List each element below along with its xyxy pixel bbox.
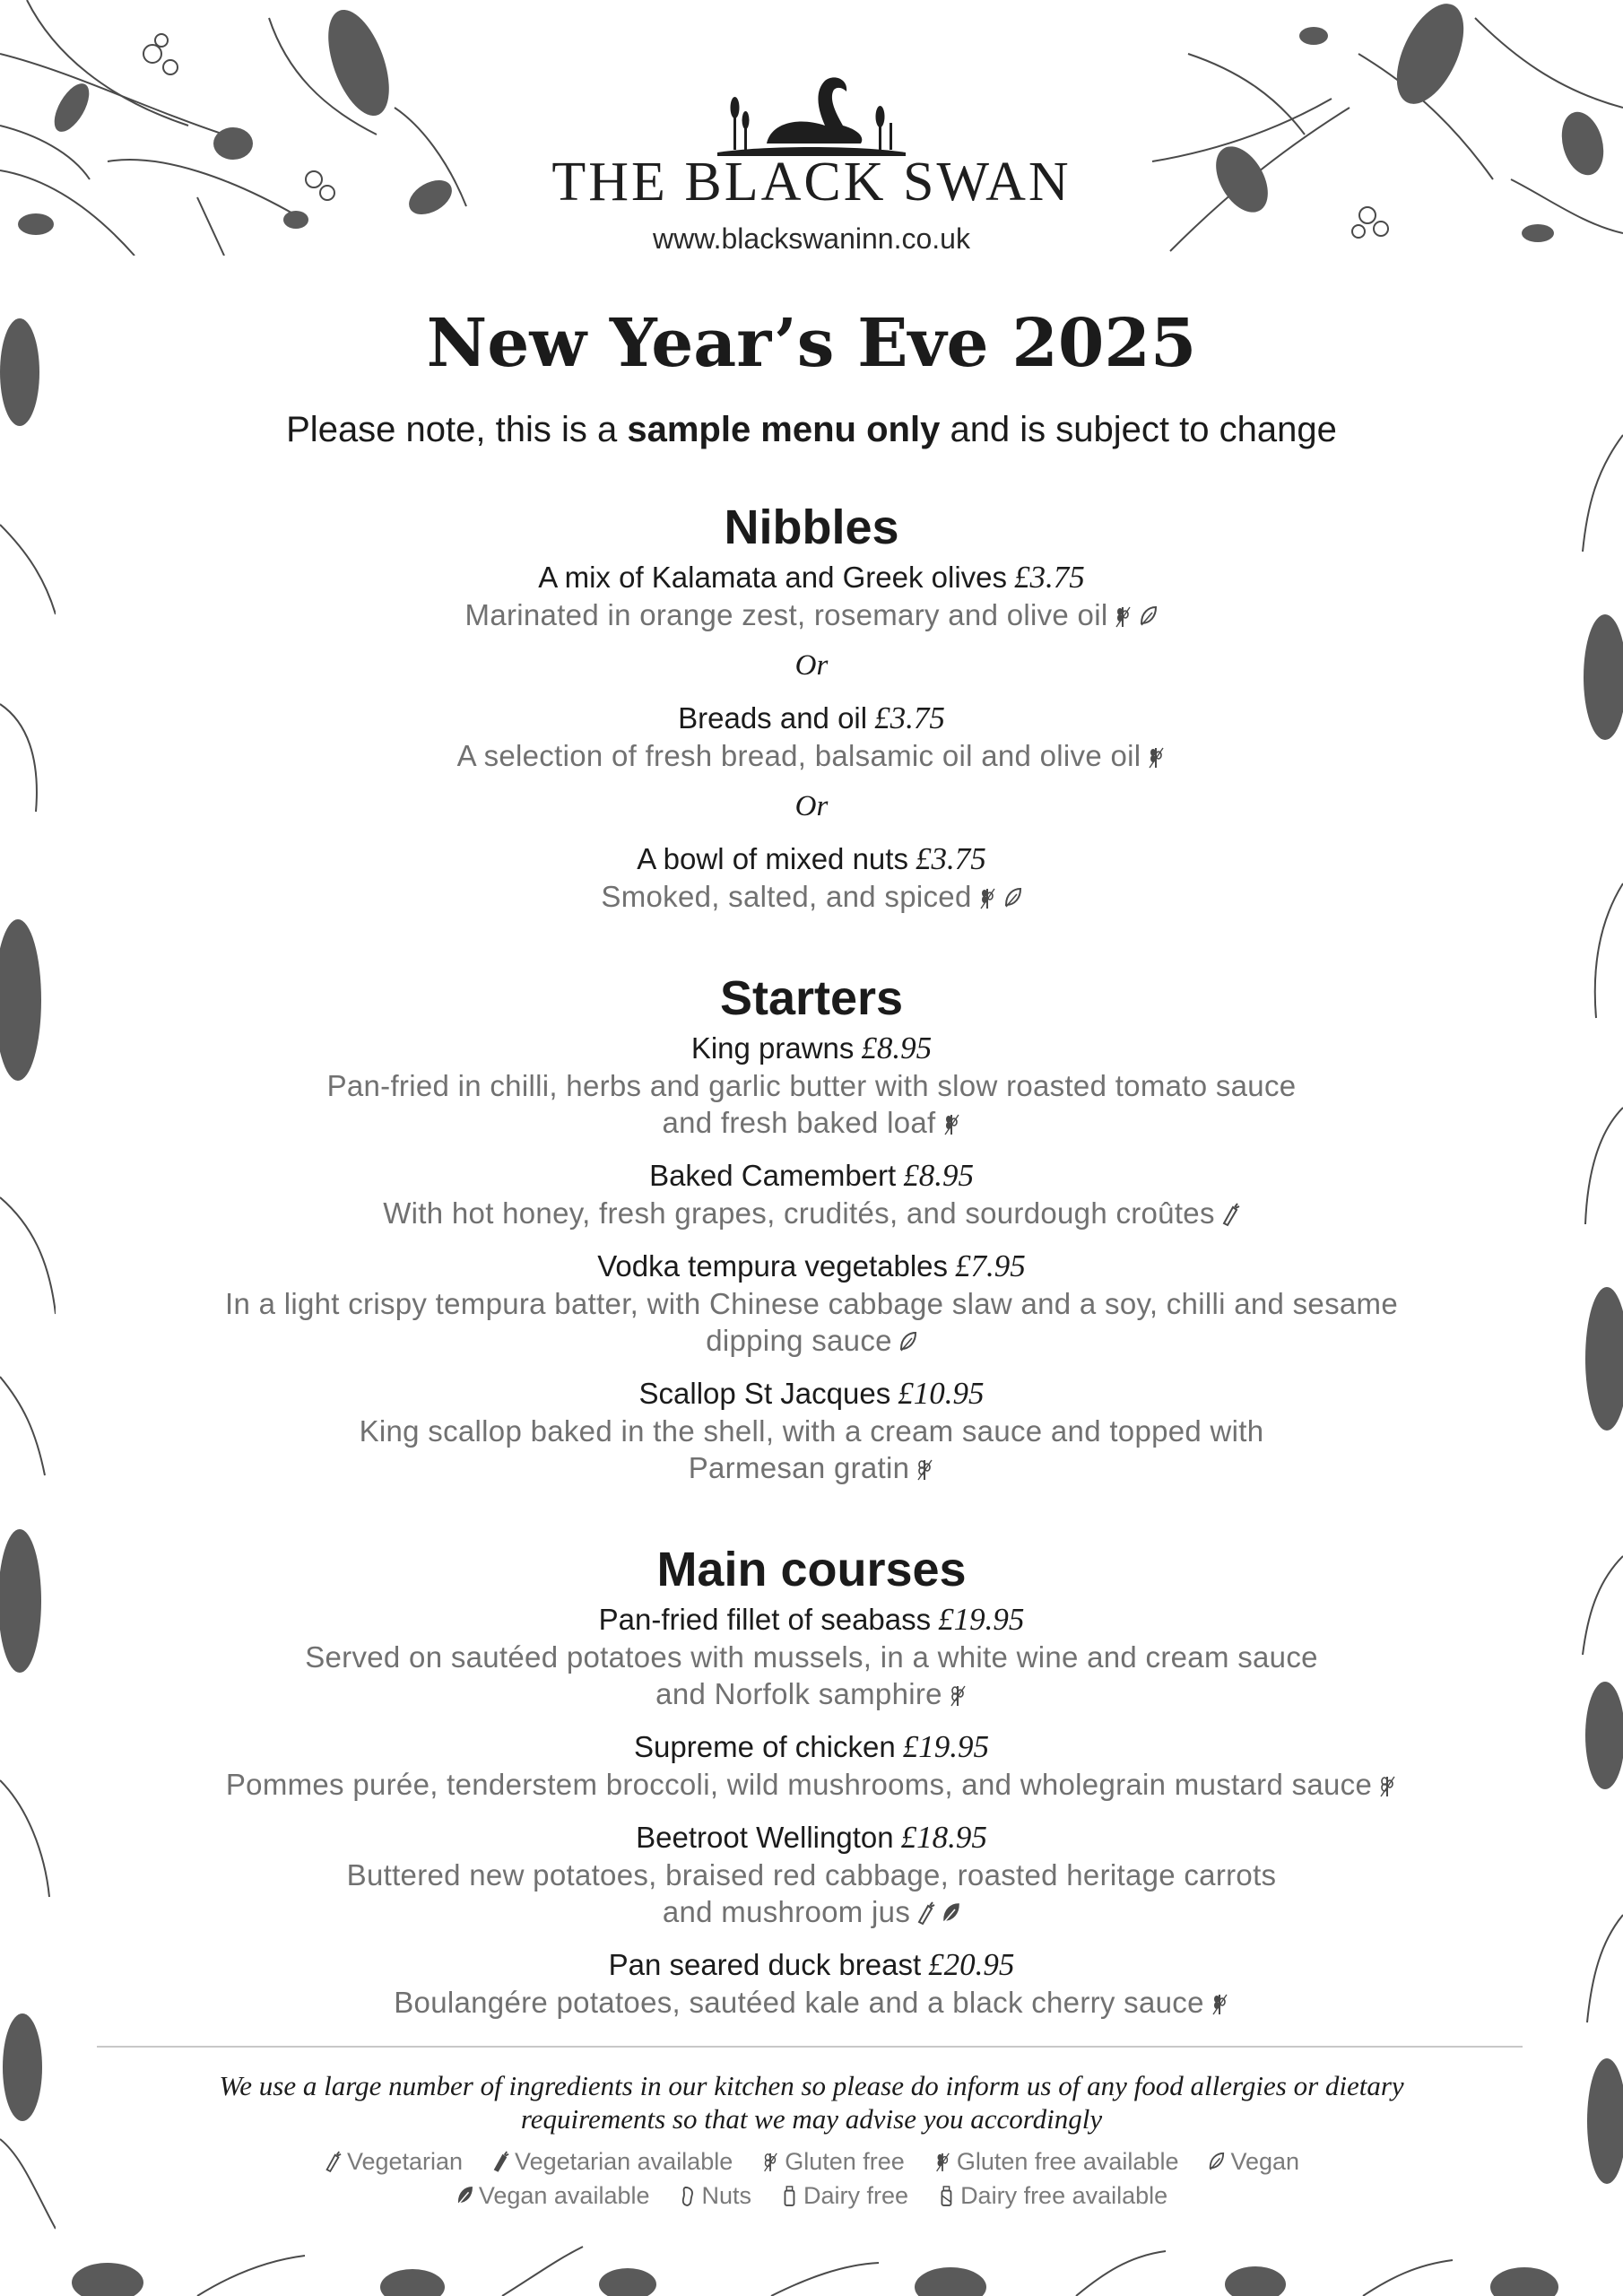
- legend-item-gluten-free: [761, 2145, 905, 2178]
- page-title: New Year’s Eve 2025: [426, 305, 1197, 382]
- menu-item-description: [90, 1893, 1533, 1930]
- legend-item-vegan-available: [456, 2179, 650, 2212]
- description-text: dipping sauce: [706, 1324, 892, 1357]
- menu-item-description: [90, 737, 1533, 774]
- menu-item: [90, 1946, 1533, 2021]
- menu-item-description: [90, 1285, 1533, 1322]
- legend-label: Vegetarian available: [515, 2148, 733, 2175]
- menu-item-price: £8.95: [861, 1031, 933, 1065]
- menu-item-price: £20.95: [928, 1947, 1015, 1982]
- menu-item-description: [90, 1413, 1533, 1449]
- menu-item-title: [90, 1601, 1533, 1639]
- gluten-free-available-icon: [1210, 1991, 1229, 2016]
- menu-item-price: £10.95: [898, 1376, 985, 1411]
- gluten-free-available-icon: [933, 2150, 951, 2173]
- menu-item-title: [90, 1157, 1533, 1195]
- menu-item-price: £7.95: [955, 1248, 1026, 1283]
- description-text: and fresh baked loaf: [662, 1106, 936, 1139]
- gluten-free-icon: [761, 2150, 779, 2173]
- vegan-icon: [898, 1329, 917, 1354]
- menu-item-description: [90, 1195, 1533, 1231]
- menu-item-name: Beetroot Wellington: [636, 1821, 894, 1854]
- section-nibbles: [90, 500, 1533, 915]
- dairy-free-available-icon: [937, 2184, 955, 2207]
- menu-item-title: [90, 1248, 1533, 1285]
- menu-item-title: [90, 1030, 1533, 1067]
- menu-item-title: [90, 1728, 1533, 1766]
- menu-item: [90, 1601, 1533, 1712]
- menu-content: [90, 300, 1533, 2021]
- brand-name: THE BLACK SWAN: [551, 152, 1072, 213]
- menu-item: [90, 840, 1533, 915]
- legend-item-vegetarian: [324, 2145, 463, 2178]
- vegetarian-icon: [916, 1900, 935, 1926]
- botanical-border-left: [0, 256, 56, 2238]
- notice-emphasis: sample menu only: [627, 410, 941, 449]
- menu-item: [90, 700, 1533, 774]
- legend-label: Nuts: [701, 2182, 752, 2209]
- menu-item-title: [90, 700, 1533, 737]
- allergy-line-2: requirements so that we may advise you accordingly: [520, 2103, 1103, 2135]
- or-separator: Or: [794, 790, 829, 822]
- menu-item-name: Breads and oil: [678, 701, 868, 735]
- menu-item-description: [90, 1322, 1533, 1359]
- description-text: Pan-fried in chilli, herbs and garlic butter with slow roasted tomato sauce: [326, 1069, 1297, 1102]
- gluten-free-icon: [1377, 1773, 1397, 1798]
- legend-label: Dairy free: [803, 2182, 909, 2209]
- menu-item: [90, 1157, 1533, 1231]
- legend-label: Vegan: [1230, 2148, 1300, 2175]
- menu-item-description: [90, 1857, 1533, 1893]
- menu-item-title: [90, 840, 1533, 878]
- menu-item-description: [90, 1766, 1533, 1803]
- menu-item-title: [90, 1946, 1533, 1984]
- gluten-free-available-icon: [942, 1111, 961, 1136]
- description-text: Pommes purée, tenderstem broccoli, wild mushrooms, and wholegrain mustard sauce: [225, 1768, 1373, 1801]
- description-text: Boulangére potatoes, sautéed kale and a black cherry sauce: [394, 1986, 1204, 2019]
- dietary-legend-row-2: [108, 2179, 1515, 2212]
- menu-item-name: Vodka tempura vegetables: [597, 1249, 948, 1283]
- menu-item-title: [90, 1375, 1533, 1413]
- vegan-icon: [1002, 885, 1022, 910]
- legend-item-vegetarian-available: [491, 2145, 733, 2178]
- menu-item-name: Supreme of chicken: [634, 1730, 896, 1763]
- menu-item: [90, 1248, 1533, 1359]
- gluten-free-icon: [948, 1683, 968, 1708]
- description-text: and Norfolk samphire: [655, 1677, 942, 1710]
- gluten-free-icon: [915, 1457, 934, 1482]
- description-text: In a light crispy tempura batter, with Chinese cabbage slaw and a soy, chilli and sesame: [225, 1287, 1398, 1320]
- botanical-border-right: [1569, 256, 1623, 2238]
- description-text: Buttered new potatoes, braised red cabbage, roasted heritage carrots: [346, 1858, 1277, 1892]
- section-starters: [90, 970, 1533, 1486]
- section-heading: Nibbles: [724, 500, 899, 554]
- legend-item-gluten-free-available: [933, 2145, 1179, 2178]
- sample-menu-notice: [90, 404, 1533, 455]
- footer-divider: [97, 2046, 1523, 2048]
- vegetarian-icon: [1220, 1202, 1240, 1227]
- vegan-icon: [1207, 2150, 1225, 2173]
- menu-item-description: [90, 1639, 1533, 1675]
- description-text: Marinated in orange zest, rosemary and olive oil: [464, 598, 1108, 631]
- vegan-available-icon: [456, 2184, 473, 2207]
- legend-label: Gluten free available: [956, 2148, 1179, 2175]
- menu-item-description: [90, 1104, 1533, 1141]
- vegan-icon: [1138, 604, 1158, 629]
- menu-item-price: £3.75: [915, 841, 986, 876]
- menu-item-name: Scallop St Jacques: [638, 1377, 891, 1410]
- menu-item-description: [90, 1449, 1533, 1486]
- vegetarian-icon: [324, 2150, 342, 2173]
- menu-item: [90, 559, 1533, 633]
- menu-item: [90, 1375, 1533, 1486]
- menu-item-description: [90, 596, 1533, 633]
- description-text: A selection of fresh bread, balsamic oil and olive oil: [456, 739, 1141, 772]
- gluten-free-available-icon: [1146, 744, 1166, 770]
- menu-item-name: King prawns: [690, 1031, 855, 1065]
- menu-item-name: A mix of Kalamata and Greek olives: [538, 561, 1007, 594]
- menu-item: [90, 1728, 1533, 1803]
- menu-item-description: [90, 878, 1533, 915]
- menu-item-price: £19.95: [938, 1602, 1025, 1637]
- description-text: King scallop baked in the shell, with a cream sauce and topped with: [359, 1414, 1264, 1448]
- menu-item-description: [90, 1675, 1533, 1712]
- botanical-border-bottom: [0, 2238, 1623, 2296]
- botanical-illustration-top-right: [1134, 0, 1623, 256]
- description-text: Smoked, salted, and spiced: [601, 880, 972, 913]
- swan-logo-icon: [708, 74, 915, 159]
- section-heading: Starters: [719, 971, 904, 1025]
- menu-item-name: A bowl of mixed nuts: [637, 842, 908, 875]
- menu-item-name: Baked Camembert: [649, 1159, 897, 1192]
- vegetarian-available-icon: [491, 2150, 509, 2173]
- menu-item-price: £18.95: [900, 1820, 987, 1855]
- legend-item-vegan: [1207, 2145, 1299, 2178]
- notice-text: Please note, this is a: [286, 410, 628, 449]
- allergy-notice: [126, 2069, 1497, 2135]
- dietary-legend-row-1: [108, 2145, 1515, 2178]
- legend-label: Dairy free available: [960, 2182, 1168, 2209]
- legend-label: Vegan available: [478, 2182, 650, 2209]
- vegan-available-icon: [941, 1900, 960, 1926]
- menu-item-name: Pan-fried fillet of seabass: [598, 1603, 932, 1636]
- legend-item-dairy-free-available: [937, 2179, 1167, 2212]
- menu-item-title: [90, 1819, 1533, 1857]
- menu-item-description: [90, 1984, 1533, 2021]
- menu-item-title: [90, 559, 1533, 596]
- dairy-free-icon: [780, 2184, 798, 2207]
- menu-item-name: Pan seared duck breast: [608, 1948, 922, 1981]
- description-text: and mushroom jus: [662, 1895, 911, 1928]
- description-text: Parmesan gratin: [688, 1451, 910, 1484]
- menu-item-price: £8.95: [903, 1158, 974, 1193]
- menu-item: [90, 1030, 1533, 1141]
- botanical-illustration-top-left: [0, 0, 489, 256]
- menu-item-description: [90, 1067, 1533, 1104]
- nuts-icon: [679, 2184, 697, 2207]
- description-text: With hot honey, fresh grapes, crudités, and sourdough croûtes: [383, 1196, 1215, 1230]
- legend-item-nuts: [679, 2179, 752, 2212]
- gluten-free-available-icon: [1113, 604, 1133, 629]
- menu-item-price: £3.75: [874, 700, 945, 735]
- website-link[interactable]: www.blackswaninn.co.uk: [653, 222, 970, 255]
- section-main-courses: [90, 1542, 1533, 2021]
- notice-text-end: and is subject to change: [940, 410, 1337, 449]
- or-separator: Or: [794, 649, 829, 682]
- legend-label: Vegetarian: [346, 2148, 464, 2175]
- section-heading: Main courses: [656, 1543, 967, 1596]
- menu-item-price: £19.95: [902, 1729, 989, 1764]
- gluten-free-available-icon: [977, 885, 997, 910]
- legend-item-dairy-free: [780, 2179, 908, 2212]
- legend-label: Gluten free: [785, 2148, 905, 2175]
- menu-item: [90, 1819, 1533, 1930]
- menu-item-price: £3.75: [1014, 560, 1085, 595]
- description-text: Served on sautéed potatoes with mussels, in a white wine and cream sauce: [305, 1640, 1318, 1674]
- allergy-line-1: We use a large number of ingredients in our kitchen so please do inform us of any food allergies or dietary: [219, 2070, 1404, 2101]
